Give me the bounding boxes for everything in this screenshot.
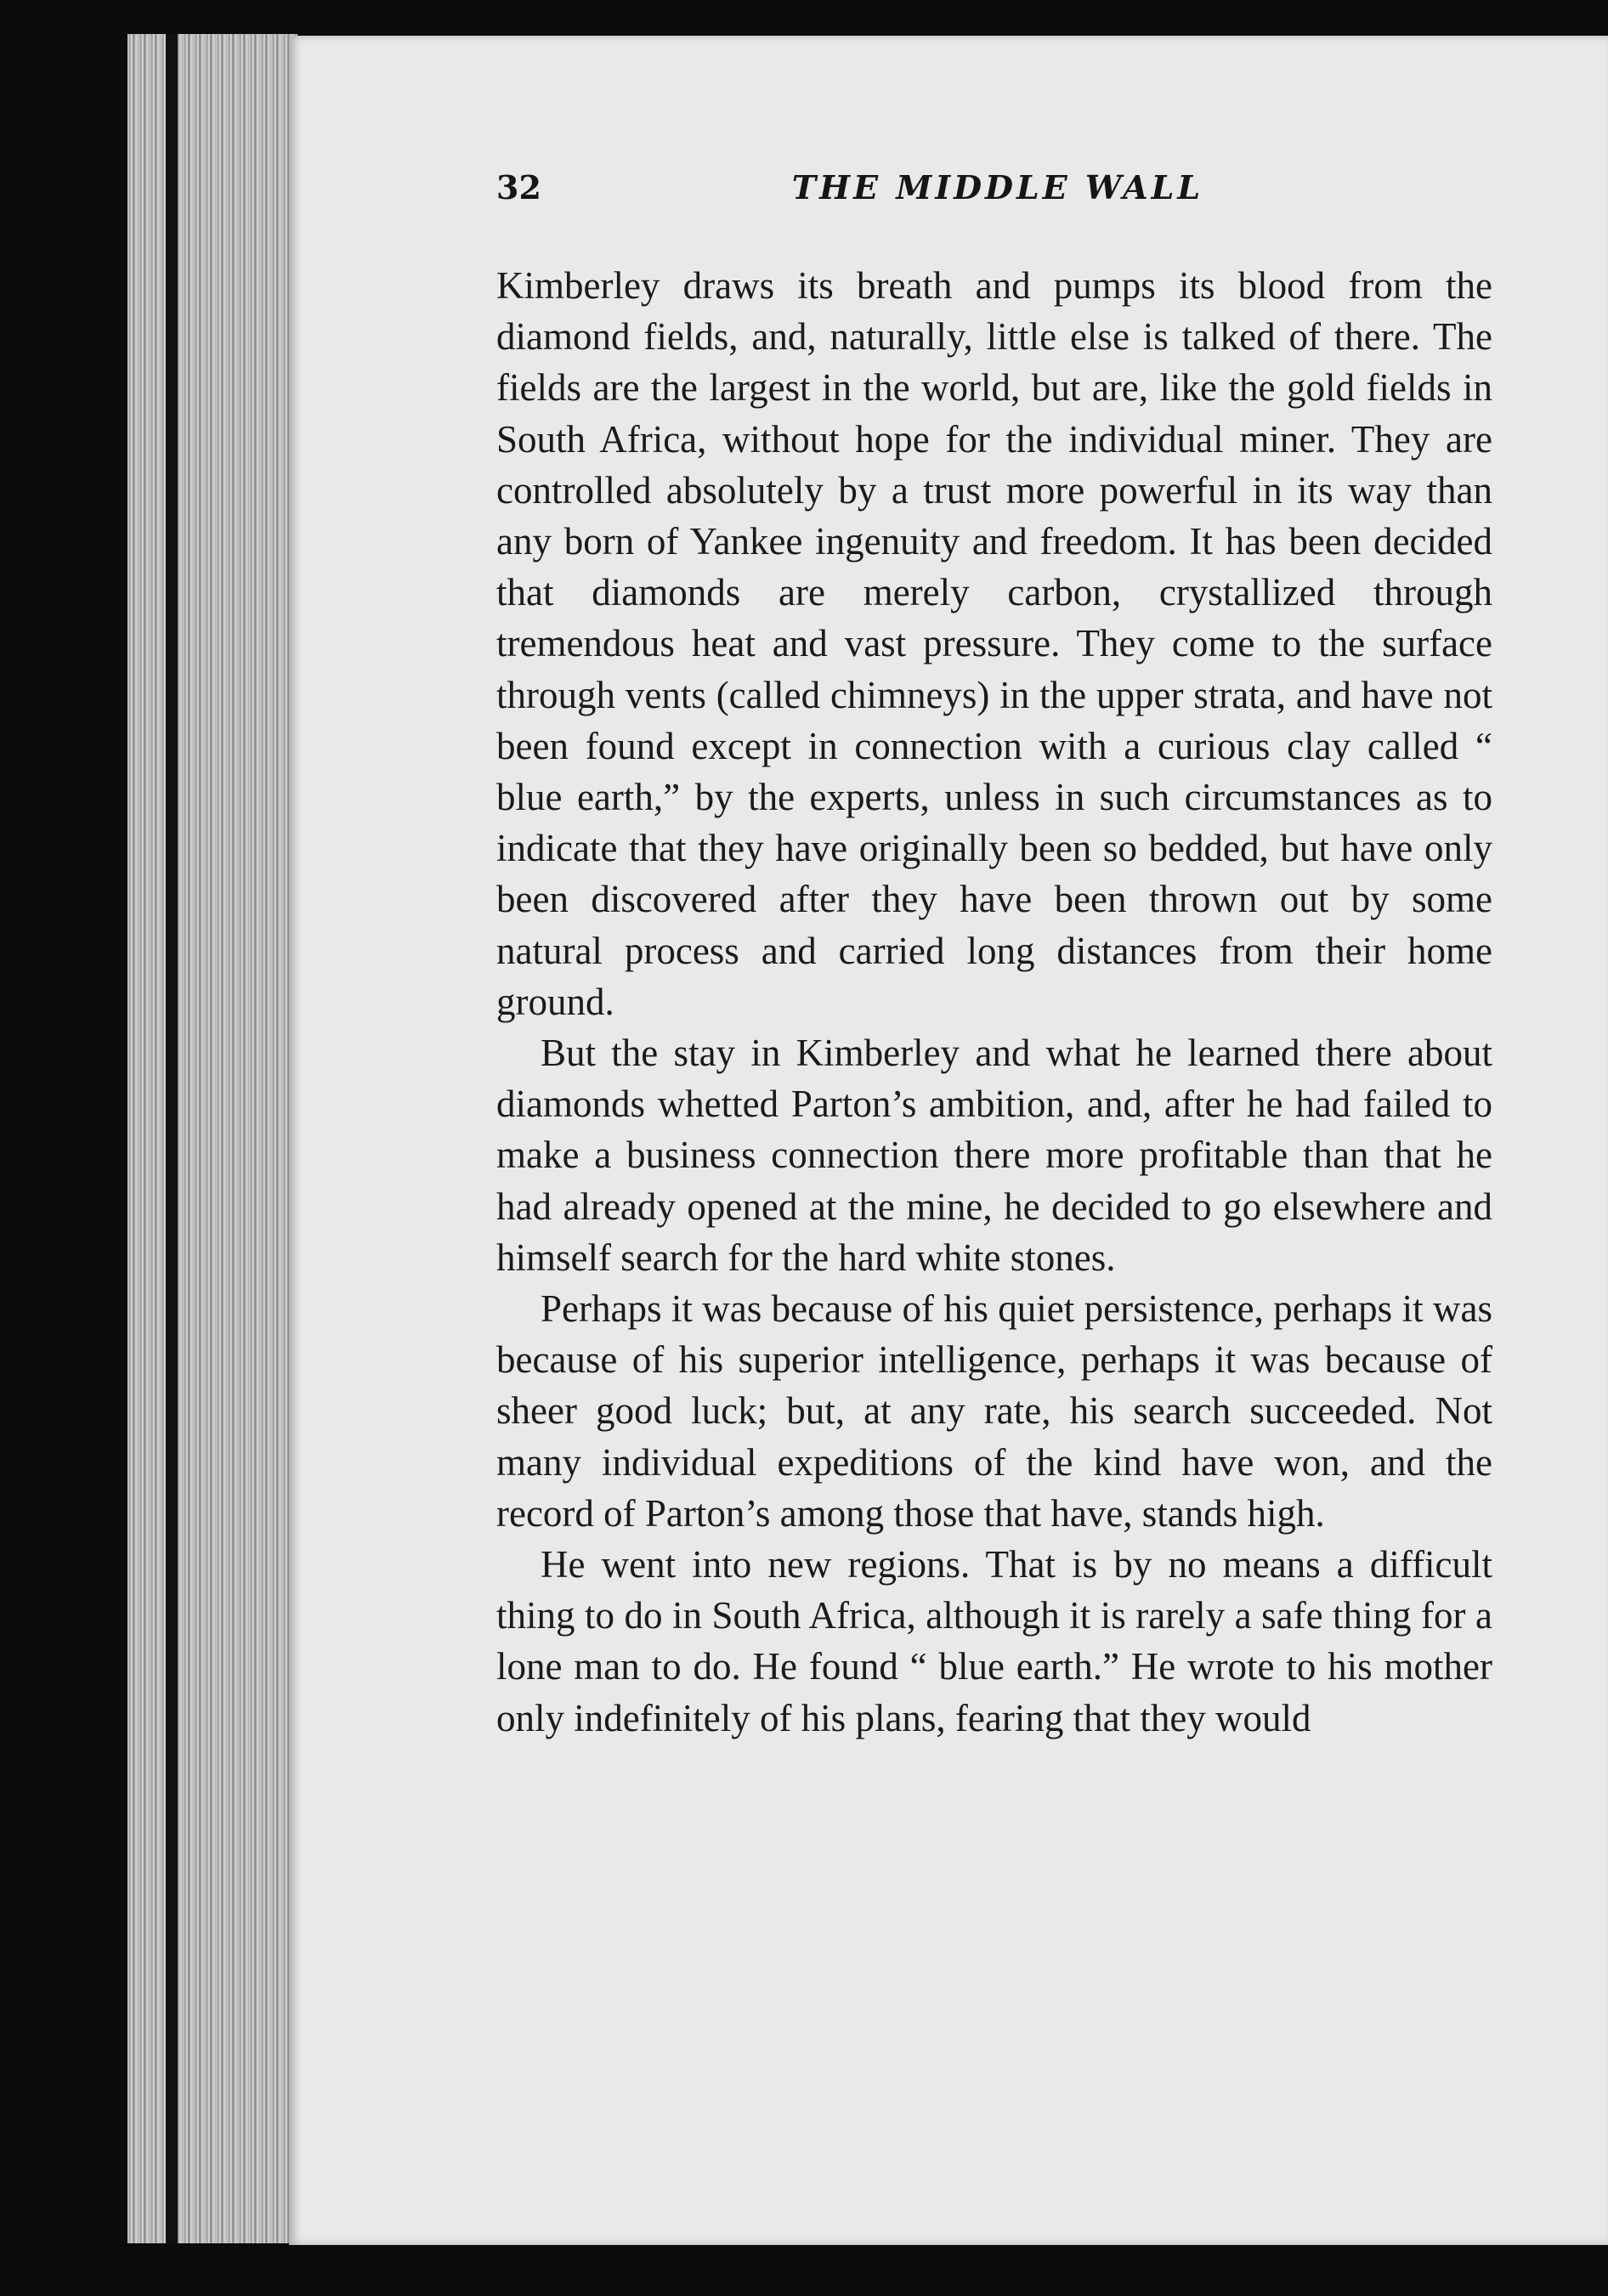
binding-shadow — [166, 34, 178, 2243]
page-number: 32 — [496, 168, 541, 206]
book-page — [289, 36, 1608, 2245]
paragraph-2: But the stay in Kimberley and what he learned there about diamonds whetted Parton’s ambition, and, after he had failed to make a business connection there more profitable than that he had already opened at the mine, he decided to go elsewhere and himself search for the hard white stones. — [496, 1032, 1492, 1279]
body-text — [496, 260, 1492, 1744]
paragraph-3: Perhaps it was because of his quiet persistence, perhaps it was because of his superior intelligence, perhaps it was because of sheer good luck; but, at any rate, his search succeeded. Not many individual expeditions of the kind have won, and the record of Parton’s among those that have, stands high. — [496, 1287, 1492, 1535]
paragraph-4: He went into new regions. That is by no means a difficult thing to do in South Africa, although it is rarely a safe thing for a lone man to do. He found “ blue earth.” He wrote to his mother only indefinitely of his plans, fearing that they would — [496, 1543, 1492, 1739]
running-title: THE MIDDLE WALL — [791, 168, 1204, 206]
page-header — [496, 168, 1499, 219]
page-edges — [127, 34, 297, 2243]
paragraph-1: Kimberley draws its breath and pumps its blood from the diamond fields, and, naturally, little else is talked of there. The fields are the largest in the world, but are, like the gold fields in South Africa, without hope for the individual miner. They are controlled absolutely by a trust more powerful in its way than any born of Yankee ingenuity and freedom. It has been decided that diamonds are merely carbon, crystallized through tremendous heat and vast pressure. They come to the surface through vents (called chimneys) in the upper strata, and have not been found except in connection with a curious clay called “ blue earth,” by the experts, unless in such circumstances as to indicate that they have originally been so bedded, but have only been discovered after they have been thrown out by some natural process and carried long distances from their home ground. — [496, 264, 1492, 1023]
